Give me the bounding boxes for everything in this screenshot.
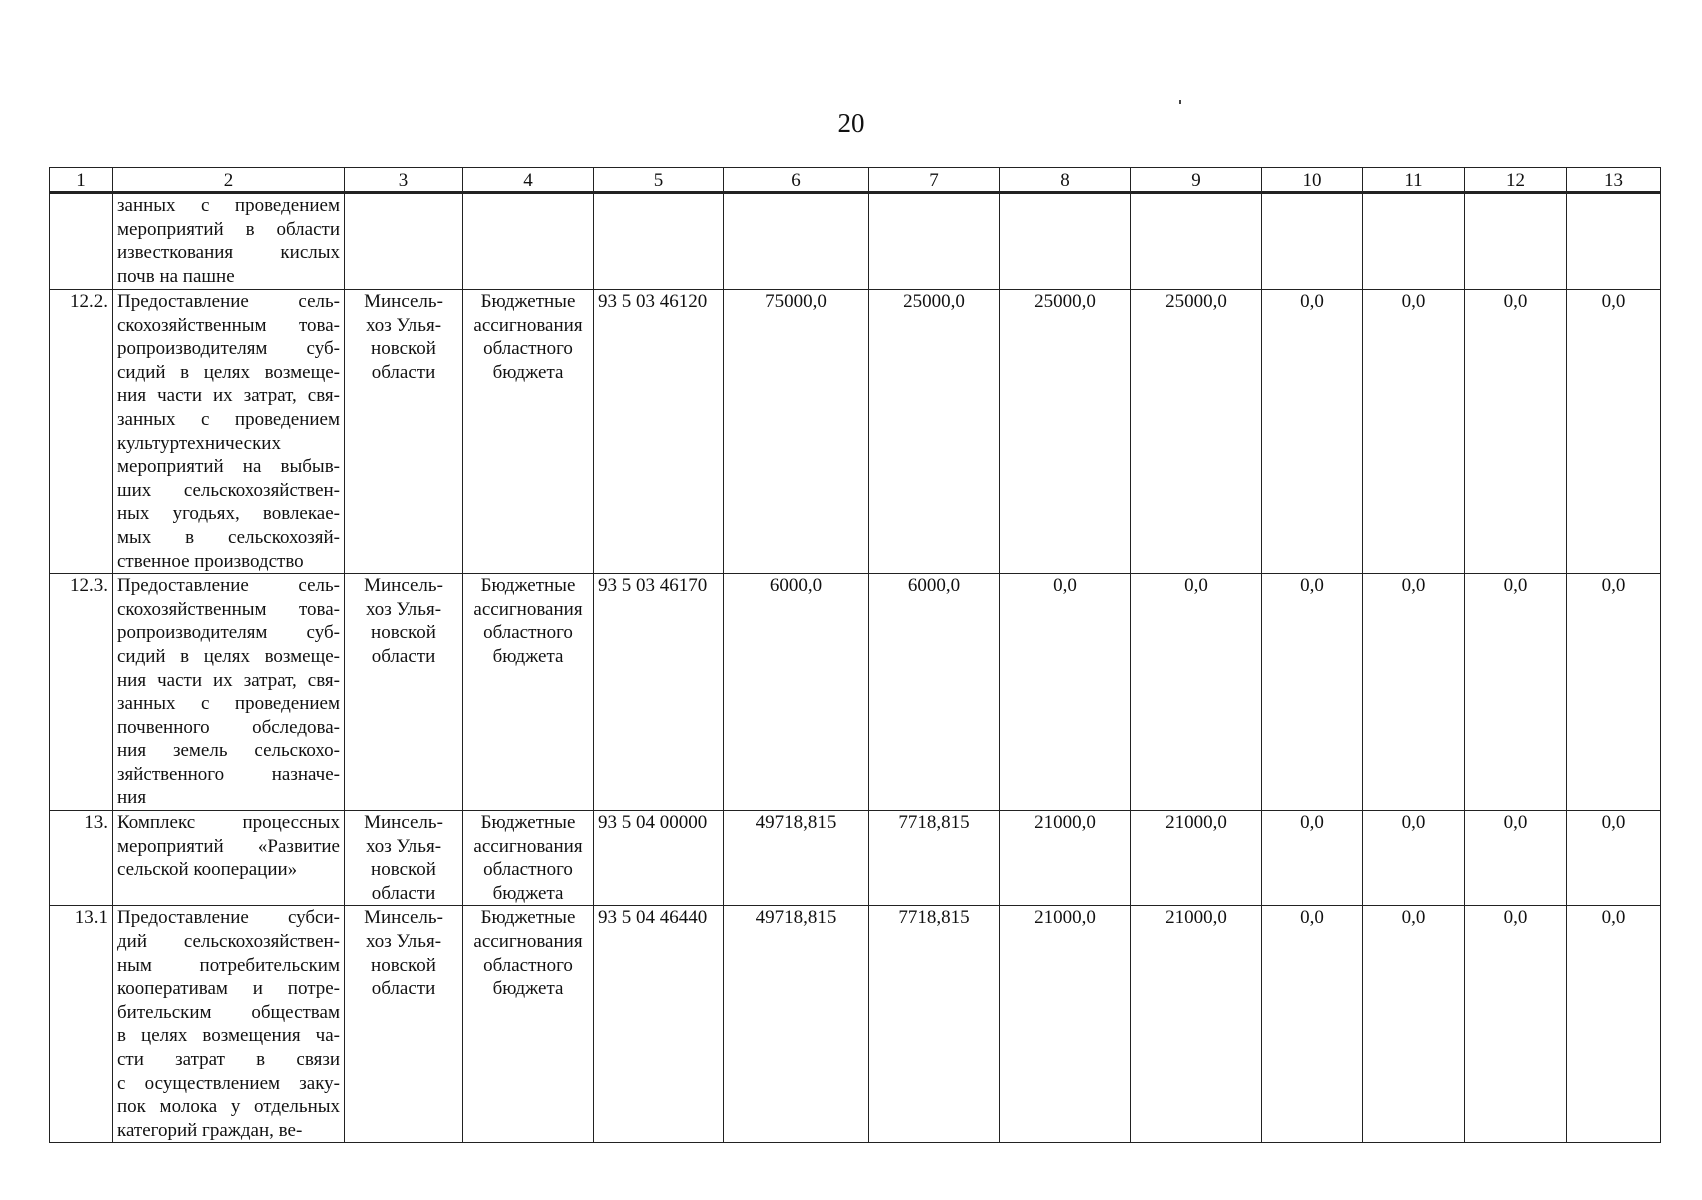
amount-cell: 0,0 (1567, 290, 1661, 574)
funding-source-line: Бюджетные (480, 907, 576, 929)
row-number-cell: 12.2. (50, 290, 113, 574)
funding-source-cell (463, 811, 594, 906)
budget-table (49, 167, 1661, 1143)
executor-cell (345, 906, 463, 1143)
funding-source-line: ассигнования (473, 931, 583, 953)
executor-line: области (371, 361, 436, 383)
row-number-cell: 13.1 (50, 906, 113, 1143)
funding-source-line: бюджета (492, 645, 564, 667)
measure-name-line: ния части их затрат, свя- (117, 669, 340, 691)
budget-code-cell: 93 5 03 46170 (594, 574, 724, 811)
executor-line: новской (371, 954, 436, 976)
executor-line: хоз Улья- (365, 314, 442, 336)
executor-line: новской (371, 622, 436, 644)
table-row (50, 290, 1661, 574)
table-row (50, 574, 1661, 811)
amount-cell: 7718,815 (869, 906, 1000, 1143)
scan-speck (1179, 100, 1181, 104)
measure-name-line: ропроизводителям суб- (117, 622, 340, 644)
funding-source-line: Бюджетные (480, 291, 576, 312)
page-number: 20 (837, 108, 865, 138)
amount-cell: 0,0 (1363, 811, 1465, 906)
table-body (50, 193, 1661, 1143)
amount-cell: 6000,0 (869, 574, 1000, 811)
budget-code-cell: 93 5 04 00000 (594, 811, 724, 906)
table-row (50, 906, 1661, 1143)
column-number: 9 (1131, 168, 1262, 193)
funding-source-line: областного (483, 859, 573, 881)
measure-name-line: зяйственного назначе- (117, 763, 340, 785)
measure-name-line: ния земель сельскохо- (117, 740, 340, 762)
measure-name-line: занных с проведением (117, 408, 340, 430)
executor-line: хоз Улья- (365, 598, 442, 620)
column-number: 7 (869, 168, 1000, 193)
amount-cell: 21000,0 (1000, 811, 1131, 906)
executor-cell (345, 811, 463, 906)
executor-line: Минсель- (364, 907, 443, 929)
table-row (50, 193, 1661, 290)
measure-name-cell (113, 906, 345, 1143)
measure-name-line: скохозяйственным това- (117, 598, 340, 620)
measure-name-cell (113, 193, 345, 290)
measure-name-line: сидий в целях возмеще- (117, 361, 340, 383)
measure-name-cell (113, 811, 345, 906)
row-number-cell: 12.3. (50, 574, 113, 811)
measure-name-line: сти затрат в связи (117, 1049, 340, 1070)
column-number: 10 (1262, 168, 1363, 193)
column-number: 12 (1465, 168, 1567, 193)
funding-source-line: Бюджетные (480, 575, 576, 597)
amount-cell: 0,0 (1465, 811, 1567, 906)
amount-cell: 25000,0 (1000, 290, 1131, 574)
measure-name-line: ным потребительским (117, 954, 340, 976)
amount-cell (1000, 193, 1131, 290)
amount-cell: 0,0 (1262, 906, 1363, 1143)
amount-cell: 0,0 (1363, 574, 1465, 811)
column-number-row (50, 168, 1661, 193)
measure-name-line: Комплекс процессных (117, 812, 340, 834)
amount-cell (724, 193, 869, 290)
amount-cell (1262, 193, 1363, 290)
row-number-cell: 13. (50, 811, 113, 906)
measure-name-line: кооперативам и потре- (117, 978, 340, 1000)
funding-source-cell (463, 290, 594, 574)
measure-name-line: категорий граждан, ве- (117, 1119, 303, 1141)
amount-cell: 25000,0 (869, 290, 1000, 574)
amount-cell: 25000,0 (1131, 290, 1262, 574)
measure-name-line: мероприятий в области (117, 218, 340, 240)
executor-line: области (371, 978, 436, 1000)
measure-name-line: почв на пашне (117, 265, 235, 287)
amount-cell: 6000,0 (724, 574, 869, 811)
executor-cell (345, 574, 463, 811)
budget-code-cell: 93 5 04 46440 (594, 906, 724, 1143)
amount-cell: 0,0 (1262, 574, 1363, 811)
measure-name-cell (113, 574, 345, 811)
executor-line: Минсель- (364, 575, 443, 597)
measure-name-line: ния части их затрат, свя- (117, 385, 340, 407)
funding-source-line: областного (483, 338, 573, 360)
funding-source-line: бюджета (492, 978, 564, 1000)
amount-cell: 0,0 (1363, 906, 1465, 1143)
column-number: 6 (724, 168, 869, 193)
measure-name-line: Предоставление субси- (117, 907, 340, 929)
amount-cell (1131, 193, 1262, 290)
measure-name-cell (113, 290, 345, 574)
measure-name-line: скохозяйственным това- (117, 314, 340, 336)
measure-name-line: известкования кислых (117, 242, 340, 264)
measure-name-line: пок молока у отдельных (117, 1096, 340, 1118)
measure-name-line: в целях возмещения ча- (117, 1025, 340, 1047)
amount-cell: 0,0 (1567, 574, 1661, 811)
row-number-cell (50, 193, 113, 290)
amount-cell: 75000,0 (724, 290, 869, 574)
funding-source-line: областного (483, 622, 573, 644)
executor-line: Минсель- (364, 291, 443, 312)
measure-name-line: Предоставление сель- (117, 575, 340, 597)
measure-name-line: с осуществлением заку- (117, 1072, 340, 1094)
amount-cell: 0,0 (1465, 906, 1567, 1143)
measure-name-line: сельской кооперации» (117, 859, 298, 881)
amount-cell: 21000,0 (1000, 906, 1131, 1143)
funding-source-line: бюджета (492, 882, 564, 904)
amount-cell: 0,0 (1567, 811, 1661, 906)
executor-line: Минсель- (364, 812, 443, 834)
measure-name-line: сидий в целях возмеще- (117, 645, 340, 667)
amount-cell (869, 193, 1000, 290)
funding-source-line: ассигнования (473, 598, 583, 620)
executor-line: хоз Улья- (365, 931, 442, 953)
funding-source-cell (463, 574, 594, 811)
amount-cell (1465, 193, 1567, 290)
column-number: 11 (1363, 168, 1465, 193)
amount-cell (1567, 193, 1661, 290)
measure-name-line: мероприятий «Развитие (117, 835, 340, 857)
amount-cell: 0,0 (1363, 290, 1465, 574)
funding-source-cell (463, 906, 594, 1143)
amount-cell: 0,0 (1262, 811, 1363, 906)
measure-name-line: мероприятий на выбыв- (117, 456, 340, 478)
amount-cell: 0,0 (1465, 574, 1567, 811)
measure-name-line: ных угодьях, вовлекае- (117, 503, 340, 525)
amount-cell: 49718,815 (724, 811, 869, 906)
column-number: 4 (463, 168, 594, 193)
executor-cell (345, 290, 463, 574)
amount-cell: 7718,815 (869, 811, 1000, 906)
amount-cell: 0,0 (1567, 906, 1661, 1143)
funding-source-line: Бюджетные (480, 812, 576, 834)
amount-cell: 21000,0 (1131, 811, 1262, 906)
executor-line: хоз Улья- (365, 835, 442, 857)
executor-line: новской (371, 338, 436, 360)
funding-source-line: ассигнования (473, 314, 583, 336)
amount-cell: 21000,0 (1131, 906, 1262, 1143)
column-number: 3 (345, 168, 463, 193)
measure-name-line: бительским обществам (117, 1001, 340, 1023)
amount-cell: 0,0 (1000, 574, 1131, 811)
column-number: 1 (50, 168, 113, 193)
column-number: 13 (1567, 168, 1661, 193)
column-number: 2 (113, 168, 345, 193)
funding-source-line: ассигнования (473, 835, 583, 857)
funding-source-line: областного (483, 954, 573, 976)
amount-cell: 0,0 (1131, 574, 1262, 811)
measure-name-line: дий сельскохозяйствен- (117, 931, 340, 953)
amount-cell: 49718,815 (724, 906, 869, 1143)
measure-name-line: занных с проведением (117, 693, 340, 715)
measure-name-line: почвенного обследова- (117, 716, 340, 738)
measure-name-line: мых в сельскохозяй- (117, 526, 340, 548)
amount-cell: 0,0 (1465, 290, 1567, 574)
funding-source-line: бюджета (492, 361, 564, 383)
measure-name-line: культуртехнических (117, 432, 281, 454)
column-number: 8 (1000, 168, 1131, 193)
measure-name-line: ния (117, 787, 147, 809)
table-row (50, 811, 1661, 906)
measure-name-line: занных с проведением (117, 195, 340, 216)
measure-name-line: ственное производство (117, 550, 304, 572)
measure-name-line: ших сельскохозяйствен- (117, 479, 340, 501)
executor-line: новской (371, 859, 436, 881)
column-number: 5 (594, 168, 724, 193)
executor-cell (345, 193, 463, 290)
amount-cell: 0,0 (1262, 290, 1363, 574)
budget-code-cell (594, 193, 724, 290)
funding-source-cell (463, 193, 594, 290)
executor-line: области (371, 645, 436, 667)
executor-line: области (371, 882, 436, 904)
measure-name-line: Предоставление сель- (117, 291, 340, 312)
amount-cell (1363, 193, 1465, 290)
budget-code-cell: 93 5 03 46120 (594, 290, 724, 574)
measure-name-line: ропроизводителям суб- (117, 338, 340, 360)
